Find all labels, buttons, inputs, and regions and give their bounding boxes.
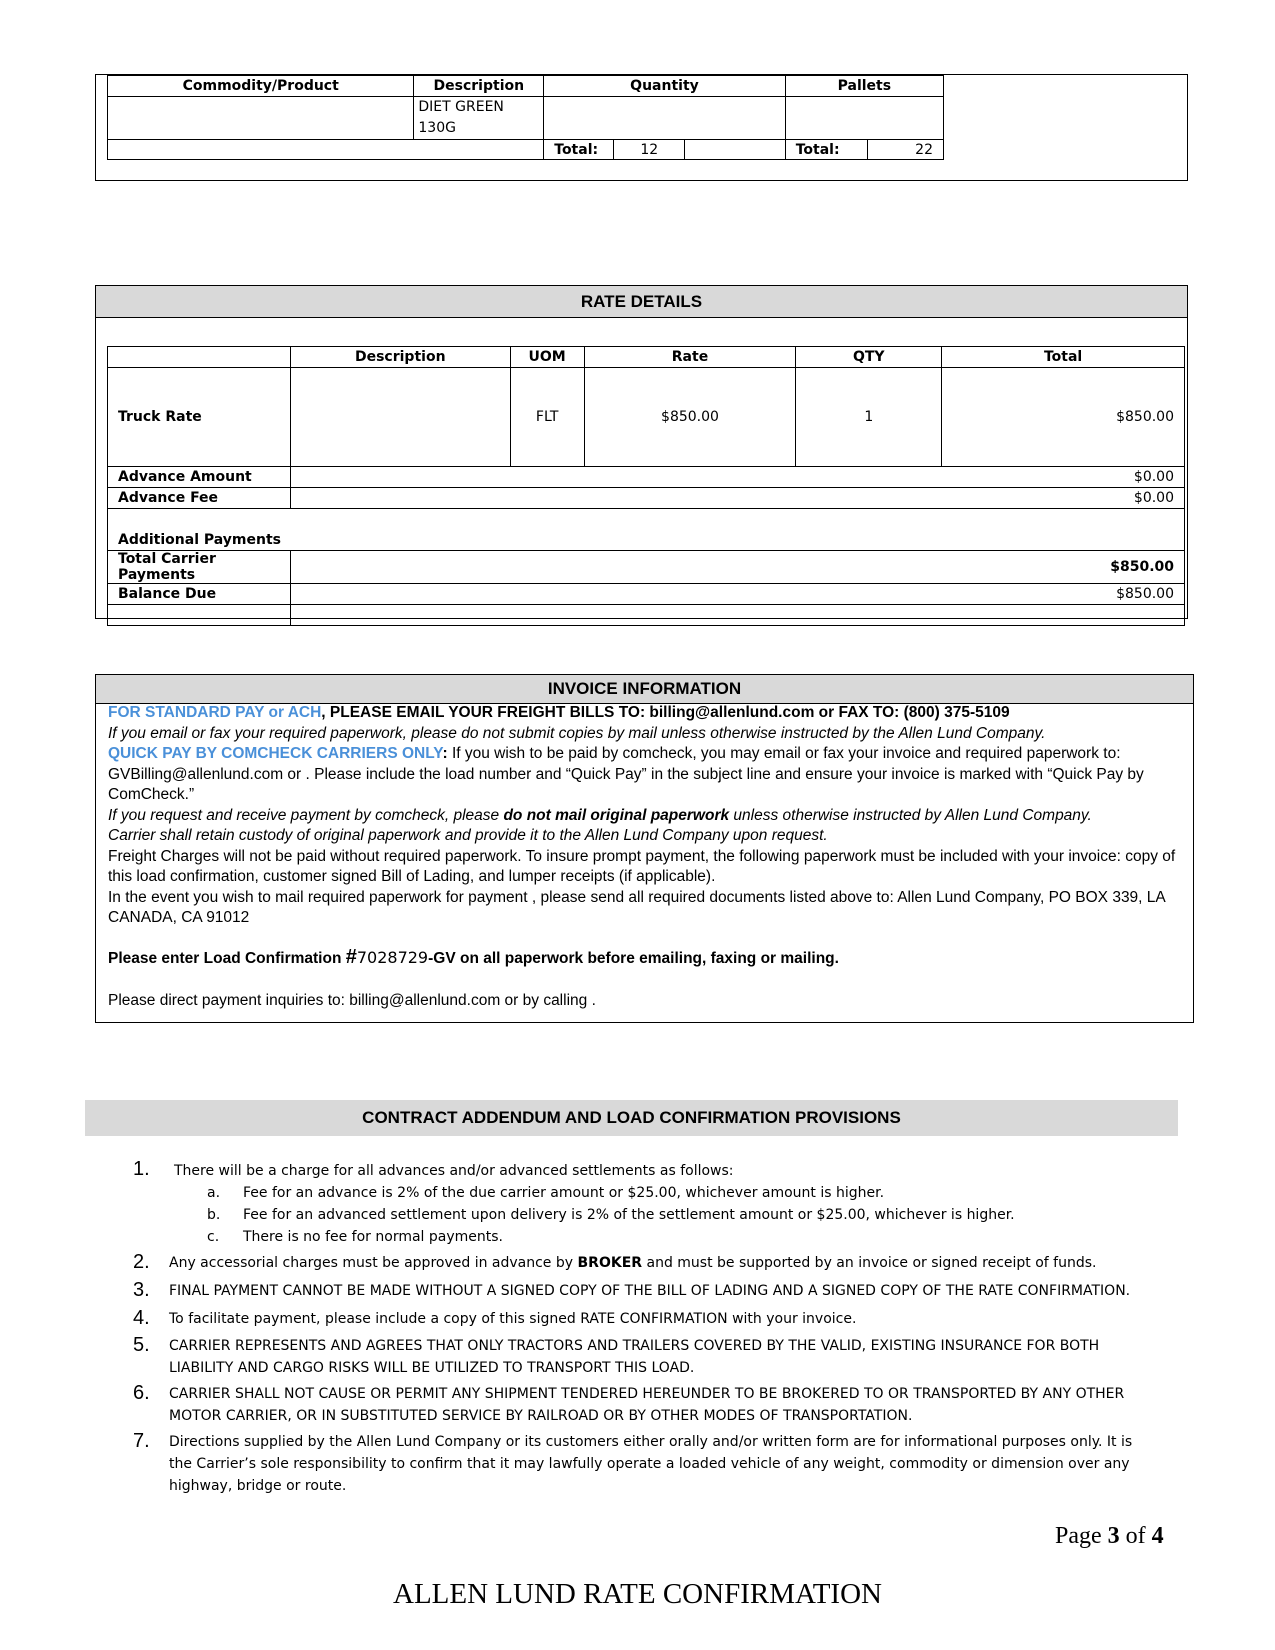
provision-1c-letter: c. bbox=[207, 1229, 220, 1245]
provision-6-text: CARRIER SHALL NOT CAUSE OR PERMIT ANY SHIPMENT TENDERED HEREUNDER TO BE BROKERED TO OR TRANSPORTED BY ANY OTHER MOTOR CARRIER, OR IN SUBSTITUTED SERVICE BY RAILROAD OR BY OTHER MODES OF TRANSPORTATION. bbox=[169, 1386, 1125, 1424]
col-pallets: Pallets bbox=[785, 76, 943, 97]
rate-col-rate: Rate bbox=[584, 347, 796, 368]
load-conf-number: 7028729 bbox=[356, 947, 429, 967]
payment-inquiries-line: Please direct payment inquiries to: billing@allenlund.com or by calling . bbox=[108, 992, 596, 1009]
rate-empty-cell-2 bbox=[290, 605, 1184, 626]
provision-1c-text: There is no fee for normal payments. bbox=[243, 1229, 503, 1245]
col-description: Description bbox=[414, 76, 544, 97]
rate-empty-cell-1 bbox=[108, 605, 291, 626]
invoice-body bbox=[108, 703, 1188, 1012]
provision-2-broker: BROKER bbox=[577, 1255, 643, 1271]
standard-pay-line bbox=[108, 703, 1188, 724]
quantity-total-empty bbox=[685, 140, 785, 160]
invoice-title: INVOICE INFORMATION bbox=[96, 675, 1193, 704]
rate-col-total: Total bbox=[942, 347, 1185, 368]
load-conf-suffix: -GV on all paperwork before emailing, faxing or mailing. bbox=[428, 949, 839, 967]
load-confirmation-line bbox=[108, 947, 1188, 970]
pallets-total-value: 22 bbox=[867, 140, 943, 160]
provision-1-number: 1. bbox=[133, 1158, 150, 1180]
quantity-cell bbox=[544, 97, 785, 140]
description-line-1: DIET GREEN bbox=[418, 99, 504, 115]
provision-1-text: There will be a charge for all advances and/or advanced settlements as follows: bbox=[174, 1163, 734, 1179]
provision-5-number: 5. bbox=[133, 1334, 150, 1356]
advance-amount-label: Advance Amount bbox=[108, 467, 291, 488]
col-commodity-product: Commodity/Product bbox=[108, 76, 414, 97]
comcheck-note-c: unless otherwise instructed by Allen Lund Company. bbox=[729, 806, 1092, 824]
quick-pay-prefix: QUICK PAY BY COMCHECK CARRIERS ONLY bbox=[108, 745, 443, 762]
rate-col-uom: UOM bbox=[510, 347, 584, 368]
standard-pay-rest: , PLEASE EMAIL YOUR FREIGHT BILLS TO: billing@allenlund.com or FAX TO: (800) 375-5109 bbox=[321, 704, 1010, 721]
page-total: 4 bbox=[1151, 1523, 1164, 1549]
col-quantity: Quantity bbox=[544, 76, 785, 97]
provision-1b-letter: b. bbox=[207, 1207, 221, 1223]
footer-title: ALLEN LUND RATE CONFIRMATION bbox=[393, 1578, 882, 1610]
rate-col-description: Description bbox=[290, 347, 510, 368]
mail-paperwork-note: In the event you wish to mail required paperwork for payment , please send all required documents listed above to: Allen Lund Company, PO BOX 339, LA CANADA, CA 91012 bbox=[108, 888, 1165, 926]
provision-3-text: FINAL PAYMENT CANNOT BE MADE WITHOUT A SIGNED COPY OF THE BILL OF LADING AND A SIGNED COPY OF THE RATE CONFIRMATION. bbox=[169, 1283, 1131, 1299]
commodity-table bbox=[107, 75, 944, 160]
provision-4-number: 4. bbox=[133, 1307, 150, 1329]
provision-2-number: 2. bbox=[133, 1251, 150, 1273]
rate-table bbox=[107, 346, 1185, 626]
quick-pay-paragraph bbox=[108, 744, 1188, 806]
advance-amount-value: $0.00 bbox=[290, 467, 1184, 488]
comcheck-note-a: If you request and receive payment by comcheck, please bbox=[108, 806, 504, 824]
rate-col-blank bbox=[108, 347, 291, 368]
comcheck-note-bold: do not mail original paperwork bbox=[503, 806, 730, 824]
balance-due-value: $850.00 bbox=[290, 584, 1184, 605]
total-carrier-payments-value: $850.00 bbox=[290, 551, 1184, 584]
quantity-total-label: Total: bbox=[544, 140, 614, 160]
page-current: 3 bbox=[1107, 1523, 1120, 1549]
email-fax-note: If you email or fax your required paperwork, please do not submit copies by mail unless otherwise instructed by the Allen Lund Company. bbox=[108, 724, 1046, 742]
commodity-product-cell bbox=[108, 97, 414, 140]
load-conf-hash: # bbox=[345, 945, 357, 968]
truck-rate-qty: 1 bbox=[796, 368, 942, 467]
description-line-2: 130G bbox=[418, 120, 456, 136]
provision-2-c: and must be supported by an invoice or signed receipt of funds. bbox=[642, 1255, 1097, 1271]
provision-7-number: 7. bbox=[133, 1430, 150, 1452]
pallets-cell bbox=[785, 97, 943, 140]
page-of: of bbox=[1119, 1523, 1152, 1549]
comcheck-note bbox=[108, 806, 1188, 827]
addendum-title: CONTRACT ADDENDUM AND LOAD CONFIRMATION PROVISIONS bbox=[85, 1100, 1178, 1136]
truck-rate-rate: $850.00 bbox=[584, 368, 796, 467]
commodity-description-cell bbox=[414, 97, 544, 140]
pallets-total-label: Total: bbox=[785, 140, 867, 160]
advance-fee-label: Advance Fee bbox=[108, 488, 291, 509]
rate-details-title: RATE DETAILS bbox=[96, 286, 1187, 318]
provision-5-text: CARRIER REPRESENTS AND AGREES THAT ONLY TRACTORS AND TRAILERS COVERED BY THE VALID, EXISTING INSURANCE FOR BOTH LIABILITY AND CARGO RISKS WILL BE UTILIZED TO TRANSPORT THIS LOAD. bbox=[169, 1338, 1100, 1376]
advance-fee-value: $0.00 bbox=[290, 488, 1184, 509]
quick-pay-colon: : bbox=[442, 745, 448, 762]
freight-charges-note: Freight Charges will not be paid without required paperwork. To insure prompt payment, the following paperwork must be included with your invoice: copy of this load confirmation, customer signed Bill of Lading, and lumper receipts (if applicable). bbox=[108, 847, 1176, 885]
truck-rate-description bbox=[290, 368, 510, 467]
truck-rate-total: $850.00 bbox=[942, 368, 1185, 467]
balance-due-label: Balance Due bbox=[108, 584, 291, 605]
truck-rate-label: Truck Rate bbox=[108, 368, 291, 467]
provision-4-text: To facilitate payment, please include a copy of this signed RATE CONFIRMATION with your invoice. bbox=[169, 1311, 857, 1327]
total-carrier-payments-label: Total Carrier Payments bbox=[108, 551, 291, 584]
rate-col-qty: QTY bbox=[796, 347, 942, 368]
provision-3-number: 3. bbox=[133, 1279, 150, 1301]
provision-6-number: 6. bbox=[133, 1382, 150, 1404]
quantity-total-value: 12 bbox=[614, 140, 685, 160]
page-number bbox=[1055, 1523, 1164, 1550]
provision-7-text: Directions supplied by the Allen Lund Company or its customers either orally and/or written form are for informational purposes only. It is the Carrier’s sole responsibility to confirm that it may lawfully operate a loaded vehicle of any weight, commodity or dimension over any highway, bridge or route. bbox=[169, 1434, 1133, 1494]
custody-note: Carrier shall retain custody of original paperwork and provide it to the Allen Lund Company upon request. bbox=[108, 827, 828, 844]
provision-1b-text: Fee for an advanced settlement upon delivery is 2% of the settlement amount or $25.00, whichever is higher. bbox=[243, 1207, 1015, 1223]
truck-rate-uom: FLT bbox=[510, 368, 584, 467]
provision-1a-text: Fee for an advance is 2% of the due carrier amount or $25.00, whichever amount is higher. bbox=[243, 1185, 885, 1201]
page-word: Page bbox=[1055, 1523, 1108, 1549]
additional-payments-label: Additional Payments bbox=[108, 509, 1185, 551]
standard-pay-prefix: FOR STANDARD PAY or ACH bbox=[108, 704, 322, 721]
provision-2-a: Any accessorial charges must be approved in advance by bbox=[169, 1255, 578, 1271]
load-conf-prefix: Please enter Load Confirmation bbox=[108, 949, 346, 967]
provision-1a-letter: a. bbox=[207, 1185, 221, 1201]
total-spacer bbox=[108, 140, 544, 160]
quick-pay-text: If you wish to be paid by comcheck, you may email or fax your invoice and required paperwork to: GVBilling@allenlund.com or . Please include the load number and “Quick Pay” in the subject line and ensure your invoice is marked with “Quick Pay by ComCheck.” bbox=[108, 745, 1144, 803]
provision-2-text bbox=[169, 1252, 1096, 1274]
